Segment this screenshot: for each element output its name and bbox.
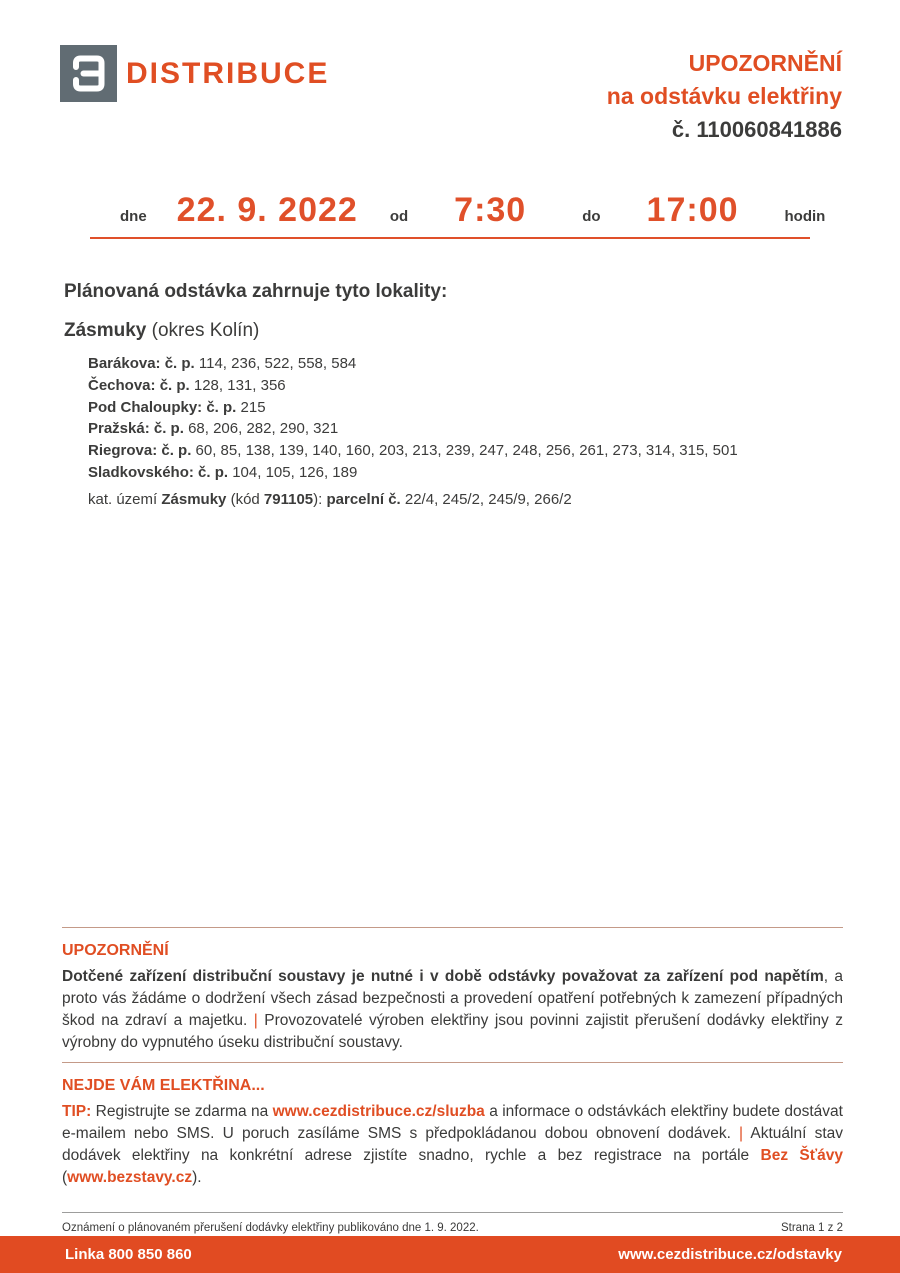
section-separator (62, 927, 843, 928)
parcel-numbers: 22/4, 245/2, 245/9, 266/2 (400, 490, 572, 508)
bottom-sections (62, 927, 843, 1234)
notice-title-block (607, 45, 842, 146)
do-label: do (582, 208, 601, 225)
cadastre-line (88, 489, 842, 511)
district-name: (okres Kolín) (146, 320, 260, 341)
street-numbers: 114, 236, 522, 558, 584 (198, 355, 357, 372)
schedule-row (90, 191, 826, 230)
tip-label: TIP: (62, 1103, 92, 1120)
footer-bar (0, 1236, 900, 1273)
street-row (88, 418, 842, 440)
link-bezstavy-name[interactable]: Bez Šťávy (760, 1147, 844, 1164)
warning-lead-bold: Dotčené zařízení distribuční soustavy je nutné i v době odstávky považovat za zařízení pod napětím (62, 968, 824, 985)
header (60, 45, 842, 145)
notice-title-line1: UPOZORNĚNÍ (688, 50, 842, 76)
footer-separator (62, 1212, 843, 1213)
notice-page (0, 0, 900, 511)
cez-logo-icon (60, 45, 117, 102)
notice-title-line2: na odstávku elektřiny (606, 83, 842, 109)
dne-label: dne (120, 208, 147, 225)
link-outages-url[interactable]: www.cezdistribuce.cz/odstavky (618, 1246, 842, 1263)
cadastre-name: Zásmuky (161, 490, 227, 508)
street-label: Čechova: č. p. (88, 376, 190, 394)
pipe-divider: | (739, 1125, 744, 1142)
od-label: od (389, 208, 409, 225)
outage-date: 22. 9. 2022 (176, 191, 358, 229)
street-numbers: 128, 131, 356 (193, 376, 286, 394)
brand-name: DISTRIBUCE (126, 56, 330, 90)
warning-heading: UPOZORNĚNÍ (62, 942, 169, 959)
phone-line: Linka 800 850 860 (65, 1246, 192, 1263)
street-label: Riegrova: č. p. (88, 442, 192, 460)
notice-number: č. 110060841886 (671, 117, 842, 142)
time-from: 7:30 (454, 191, 527, 229)
tip-text-2: a informace o odstávkách elektřiny budete dostávat e-mailem nebo SMS. U poruch zasíláme SMS s předpokládanou dobou obnovení dodávek. (62, 1103, 843, 1142)
street-list (88, 353, 842, 484)
street-row (88, 440, 842, 462)
tip-text-1: Registrujte se zdarma na (91, 1103, 273, 1120)
cadastre-post: ): (313, 490, 327, 508)
parcel-label: parcelní č. (326, 490, 401, 508)
localities-intro: Plánovaná odstávka zahrnuje tyto lokality: (64, 281, 448, 302)
tip-paragraph (62, 1101, 843, 1189)
street-row (88, 462, 842, 484)
tip-text-4: ( (62, 1169, 68, 1186)
warning-paragraph (62, 966, 843, 1054)
tip-text-5: ). (192, 1169, 202, 1186)
municipality-name: Zásmuky (64, 320, 147, 341)
link-bezstavy-url[interactable]: www.bezstavy.cz (67, 1169, 193, 1186)
brand-logo (60, 45, 329, 102)
link-cezdistribuce-sluzba[interactable]: www.cezdistribuce.cz/sluzba (272, 1103, 485, 1120)
street-label: Pod Chaloupky: č. p. (88, 398, 237, 416)
street-numbers: 104, 105, 126, 189 (232, 463, 358, 481)
time-to: 17:00 (646, 191, 739, 229)
pipe-divider: | (253, 1012, 258, 1029)
section-separator (62, 1062, 843, 1063)
cadastre-code: 791105 (263, 490, 314, 508)
street-row (88, 353, 842, 375)
municipality-line (64, 320, 842, 342)
street-row (88, 397, 842, 419)
tip-text-3: Aktuální stav dodávek elektřiny na konkrétní adrese zjistíte snadno, rychle a bez registrace na portále (62, 1125, 843, 1164)
warning-text-1: , a proto vás žádáme o dodržení všech zásad bezpečnosti a provedení opatření potřebných k zamezení případných škod na zdraví a majetku. (62, 968, 843, 1029)
page-indicator: Strana 1 z 2 (780, 1222, 843, 1234)
street-numbers: 68, 206, 282, 290, 321 (188, 420, 339, 438)
street-label: Pražská: č. p. (88, 420, 184, 438)
hodin-label: hodin (784, 208, 826, 225)
street-numbers: 60, 85, 138, 139, 140, 160, 203, 213, 239, 247, 248, 256, 261, 273, 314, 315, 501 (195, 442, 738, 460)
cadastre-mid: (kód (226, 490, 264, 508)
publish-note: Oznámení o plánovaném přerušení dodávky elektřiny publikováno dne 1. 9. 2022. (62, 1222, 479, 1234)
schedule-underline (90, 191, 826, 239)
power-heading: NEJDE VÁM ELEKTŘINA... (62, 1077, 265, 1094)
street-row (88, 375, 842, 397)
footer-note-row (62, 1222, 843, 1234)
cadastre-pre: kat. území (88, 490, 162, 508)
street-numbers: 215 (240, 398, 266, 416)
street-label: Barákova: č. p. (88, 355, 195, 372)
warning-text-2: Provozovatelé výroben elektřiny jsou povinni zajistit přerušení dodávky elektřiny z výrobny do vypnutého úseku distribuční soustavy. (62, 1012, 843, 1051)
street-label: Sladkovského: č. p. (88, 463, 229, 481)
